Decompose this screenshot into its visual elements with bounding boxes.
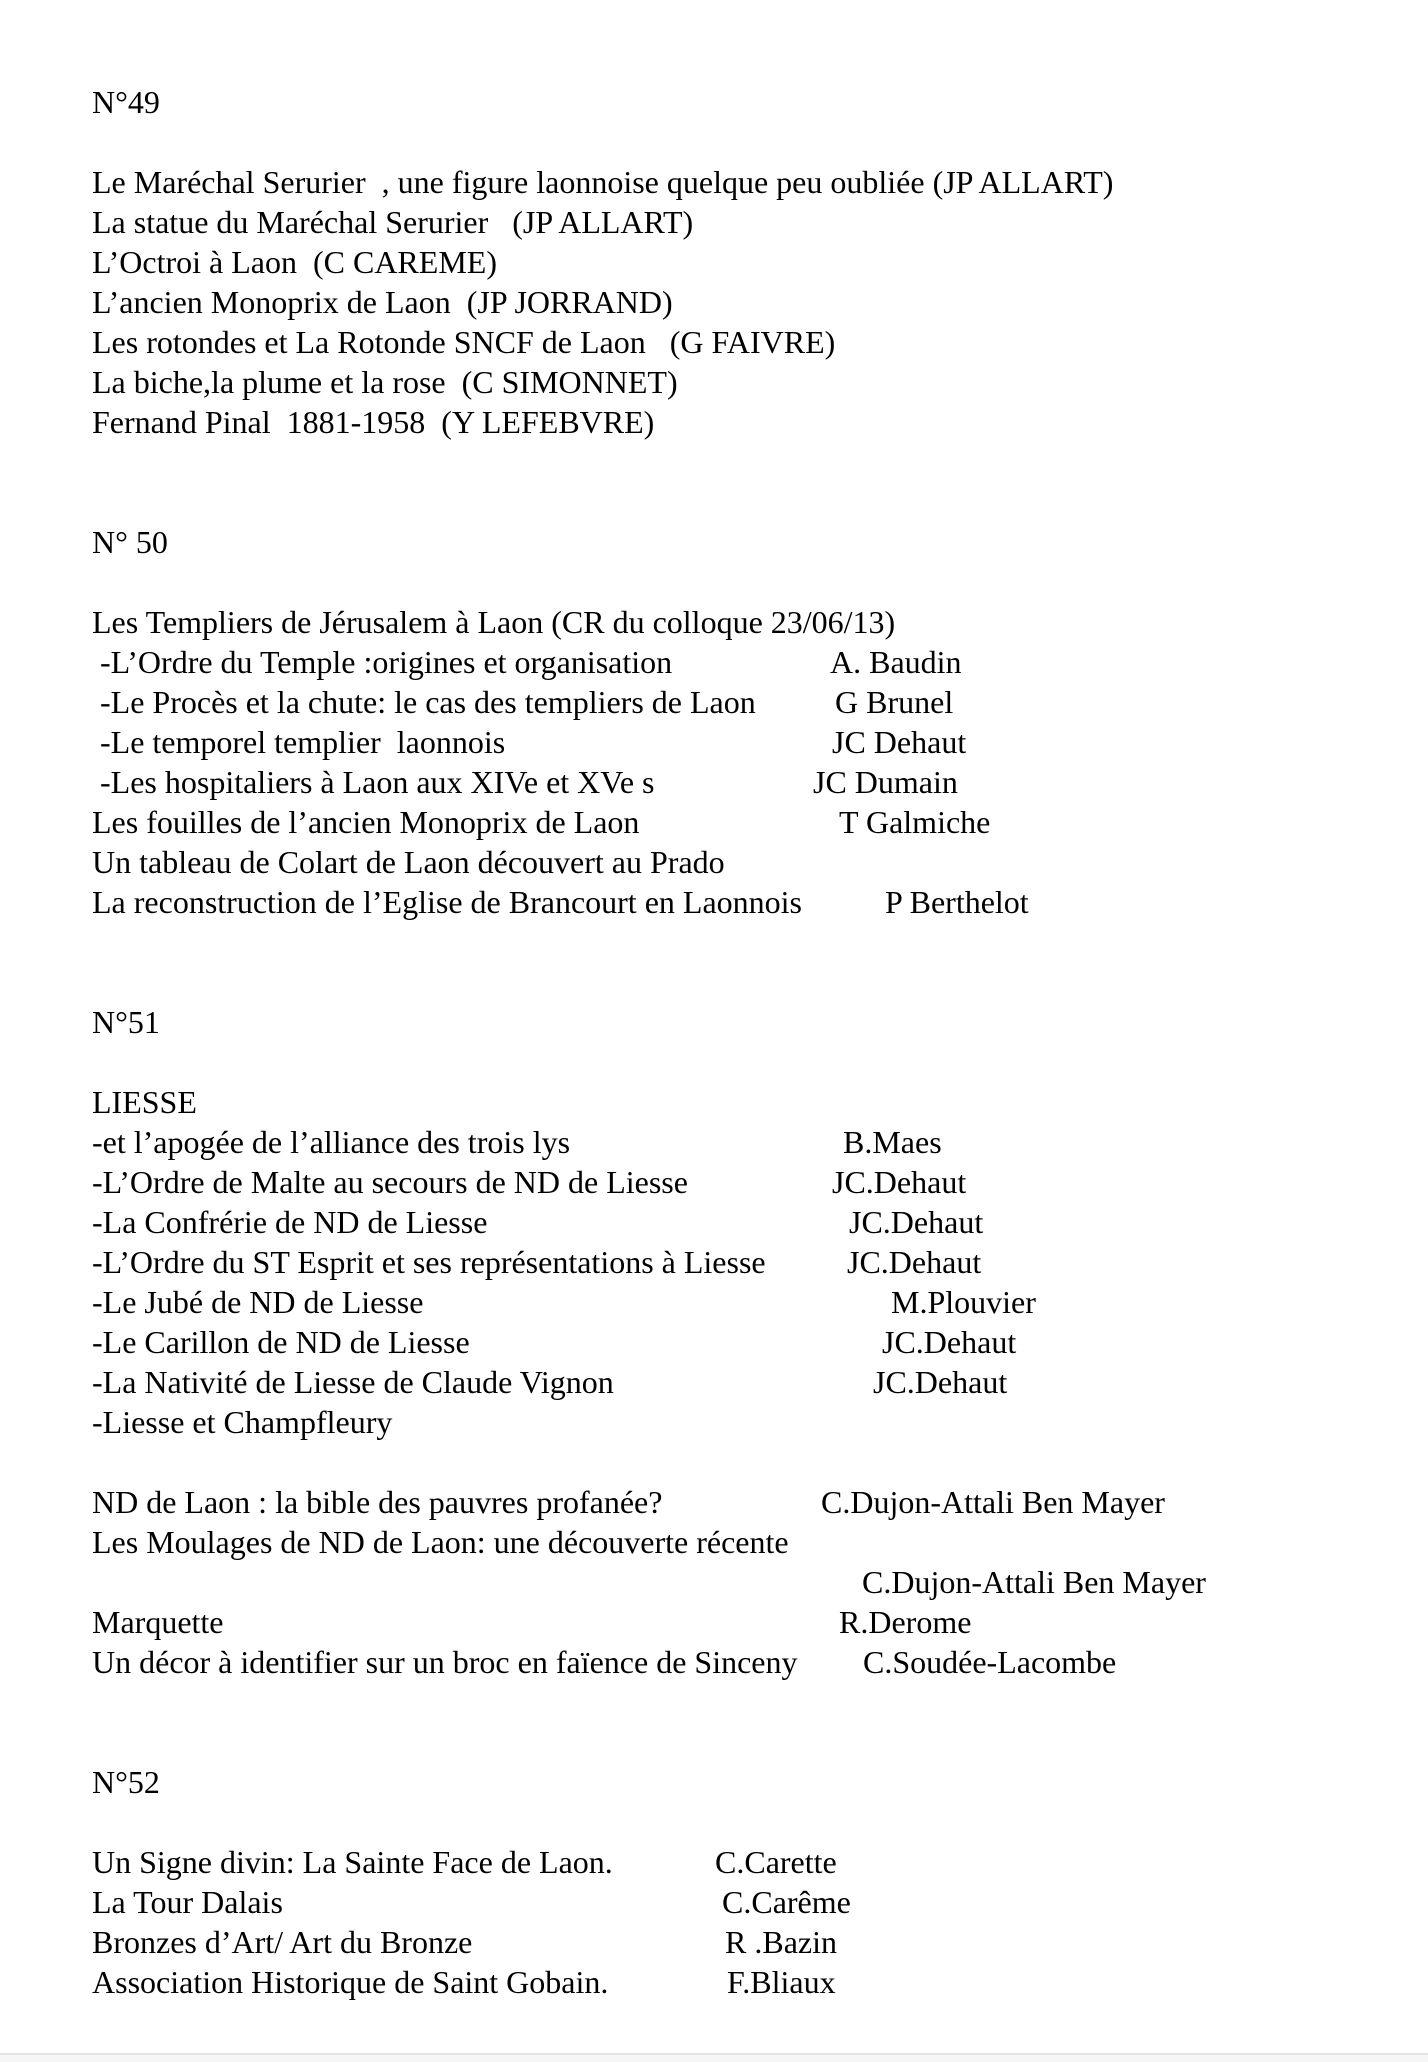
- article-title: [92, 202, 693, 242]
- article-title: [92, 762, 655, 802]
- article-title: [92, 1162, 688, 1202]
- article-author: [843, 1122, 942, 1162]
- text-segment: Les fouilles de l’ancien Monoprix de Laon: [92, 804, 640, 840]
- article-title: [92, 322, 835, 362]
- text-segment: Les Templiers de Jérusalem à Laon (CR du colloque 23/06/13): [92, 604, 896, 640]
- article-title: [92, 1842, 613, 1882]
- text-segment: La: [92, 364, 134, 400]
- text-segment: plume et la rose (C SIMONNET): [234, 364, 678, 400]
- text-segment: LIESSE: [92, 1084, 197, 1120]
- article-title: [92, 642, 672, 682]
- text-segment: JC: [813, 764, 855, 800]
- text-segment: P Berthelot: [885, 884, 1029, 920]
- misspelled-word[interactable]: Sinceny: [694, 1644, 798, 1680]
- article-title: [92, 1642, 797, 1682]
- article-author: [832, 722, 966, 762]
- misspelled-word[interactable]: laonnoise: [536, 164, 659, 200]
- article-author: [832, 1162, 966, 1202]
- text-segment: Fernand Pinal 1881-1958 (Y LEFEBVRE): [92, 404, 655, 440]
- misspelled-word[interactable]: C.Dujon-Attali: [862, 1564, 1055, 1600]
- window-bottom-edge: [0, 2053, 1428, 2062]
- article-title: [92, 802, 639, 842]
- text-segment: Un Signe divin: La Sainte Face de Laon.: [92, 1844, 613, 1880]
- text-segment: -Liesse et Champfleury: [92, 1404, 393, 1440]
- text-segment: Les rotondes et La Rotonde SNCF de Laon (G FAIVRE): [92, 324, 836, 360]
- article-title: [92, 682, 756, 722]
- text-segment: Association Historique de Saint: [92, 1964, 507, 2000]
- misspelled-word[interactable]: biche,la: [133, 364, 235, 400]
- article-title: [92, 1322, 470, 1362]
- article-author: [835, 682, 953, 722]
- text-segment: Ben Mayer: [1013, 1484, 1165, 1520]
- text-segment: -L’Ordre du Temple :origines et organisation: [92, 644, 673, 680]
- article-author: [849, 1202, 983, 1242]
- article-title: [92, 282, 673, 322]
- text-segment: -Les hospitaliers à Laon aux XIVe et: [92, 764, 578, 800]
- article-author: [725, 1922, 837, 1962]
- misspelled-word[interactable]: JORRAND: [514, 284, 663, 320]
- article-title: [92, 882, 802, 922]
- misspelled-word[interactable]: Gobain: [506, 1964, 601, 2000]
- text-segment: JC Dehaut: [832, 724, 967, 760]
- text-segment: -L’Ordre de Malte au secours de ND de Liesse: [92, 1164, 688, 1200]
- article-author: [715, 1842, 837, 1882]
- text-segment: ): [662, 284, 673, 320]
- text-segment: Ben Mayer: [1054, 1564, 1206, 1600]
- article-author: [847, 1242, 981, 1282]
- misspelled-word[interactable]: XVe: [577, 764, 635, 800]
- text-segment: R.Derome: [839, 1604, 972, 1640]
- text-segment: ND de Laon : la bible des pauvres profanée?: [92, 1484, 663, 1520]
- text-segment: La statue du Maréchal Serurier (JP ALLART): [92, 204, 694, 240]
- text-segment: -La Nativité de Liesse de Claude Vignon: [92, 1364, 614, 1400]
- text-segment: -Le temporel templier laonnois: [92, 724, 506, 760]
- article-author: [830, 642, 962, 682]
- misspelled-word[interactable]: Colart: [277, 844, 358, 880]
- article-title: [92, 1602, 224, 1642]
- text-segment: A. Baudin: [830, 644, 962, 680]
- article-title: [92, 1242, 766, 1282]
- text-segment: L’Octroi à Laon (C CAREME): [92, 244, 497, 280]
- text-segment: M.Plouvier: [891, 1284, 1036, 1320]
- text-segment: Marquette: [92, 1604, 224, 1640]
- article-title: [92, 602, 895, 642]
- article-author: [813, 762, 958, 802]
- text-segment: JC.Dehaut: [873, 1364, 1008, 1400]
- article-title: [92, 1202, 487, 1242]
- misspelled-word[interactable]: Brancourt: [508, 884, 637, 920]
- text-segment: Le Maréchal Serurier , une figure: [92, 164, 537, 200]
- text-segment: C.Carême: [722, 1884, 851, 1920]
- text-segment: T: [839, 804, 866, 840]
- text-segment: G Brunel: [835, 684, 954, 720]
- text-segment: de Laon découvert au Prado: [357, 844, 725, 880]
- text-segment: JC.Dehaut: [847, 1244, 982, 1280]
- issue-heading: N°51: [92, 1004, 160, 1040]
- article-author: [885, 882, 1029, 922]
- text-segment: -Le Jubé de ND de Liesse: [92, 1284, 424, 1320]
- article-title: [92, 722, 505, 762]
- article-author: [821, 1482, 1165, 1522]
- article-title: [92, 1082, 197, 1122]
- text-segment: -Le Carillon de ND de Liesse: [92, 1324, 470, 1360]
- text-segment: Un décor à identifier sur un broc en faïence de: [92, 1644, 695, 1680]
- article-title: [92, 162, 1113, 202]
- misspelled-word[interactable]: Dumain: [854, 764, 958, 800]
- text-segment: Un tableau de: [92, 844, 278, 880]
- article-author: [873, 1362, 1007, 1402]
- article-author: [891, 1282, 1036, 1322]
- text-segment: en Laonnois: [636, 884, 802, 920]
- article-title: [92, 1482, 662, 1522]
- article-title: [92, 1282, 423, 1322]
- article-title: [92, 1962, 608, 2002]
- text-segment: La Tour Dalais: [92, 1884, 283, 1920]
- article-author: [882, 1322, 1016, 1362]
- article-title: [92, 1362, 614, 1402]
- text-segment: La reconstruction de l’Eglise de: [92, 884, 509, 920]
- article-author: [722, 1882, 851, 1922]
- text-segment: quelque peu oubliée (JP ALLART): [658, 164, 1114, 200]
- text-segment: -La Confrérie de ND de Liesse: [92, 1204, 488, 1240]
- text-segment: s: [634, 764, 655, 800]
- article-title: [92, 1522, 789, 1562]
- text-segment: -Le Procès et la chute: le cas des templiers de Laon: [92, 684, 756, 720]
- text-segment: Les Moulages de ND de Laon: une découverte récente: [92, 1524, 789, 1560]
- article-title: [92, 1402, 392, 1442]
- text-segment: Bronzes d’Art/ Art du Bronze: [92, 1924, 473, 1960]
- text-segment: R .Bazin: [725, 1924, 837, 1960]
- misspelled-word[interactable]: Galmiche: [865, 804, 991, 840]
- article-title: [92, 402, 654, 442]
- article-title: [92, 842, 725, 882]
- article-title: [92, 1122, 570, 1162]
- text-segment: B.Maes: [843, 1124, 942, 1160]
- text-segment: JC.Dehaut: [832, 1164, 967, 1200]
- article-title: [92, 1922, 472, 1962]
- article-author: [863, 1642, 1116, 1682]
- article-author: [862, 1562, 1206, 1602]
- article-author: [839, 802, 990, 842]
- misspelled-word[interactable]: F.Bliaux: [727, 1964, 836, 2000]
- misspelled-word[interactable]: C.Dujon-Attali: [821, 1484, 1014, 1520]
- issue-heading: N°52: [92, 1764, 160, 1800]
- text-segment: L’ancien Monoprix de Laon (JP: [92, 284, 515, 320]
- text-segment: -L’Ordre du ST Esprit et ses représentations à Liesse: [92, 1244, 766, 1280]
- text-segment: JC.Dehaut: [882, 1324, 1017, 1360]
- issue-heading: N°49: [92, 84, 160, 120]
- text-segment: C.Soudée-Lacombe: [863, 1644, 1117, 1680]
- article-author: [839, 1602, 971, 1642]
- article-title: [92, 242, 497, 282]
- text-segment: .: [600, 1964, 609, 2000]
- article-title: [92, 362, 678, 402]
- text-segment: -et l’apogée de l’alliance des trois lys: [92, 1124, 571, 1160]
- text-segment: JC.Dehaut: [849, 1204, 984, 1240]
- issue-heading: N° 50: [92, 524, 168, 560]
- article-title: [92, 1882, 283, 1922]
- text-segment: C.Carette: [715, 1844, 837, 1880]
- article-author: [727, 1962, 836, 2002]
